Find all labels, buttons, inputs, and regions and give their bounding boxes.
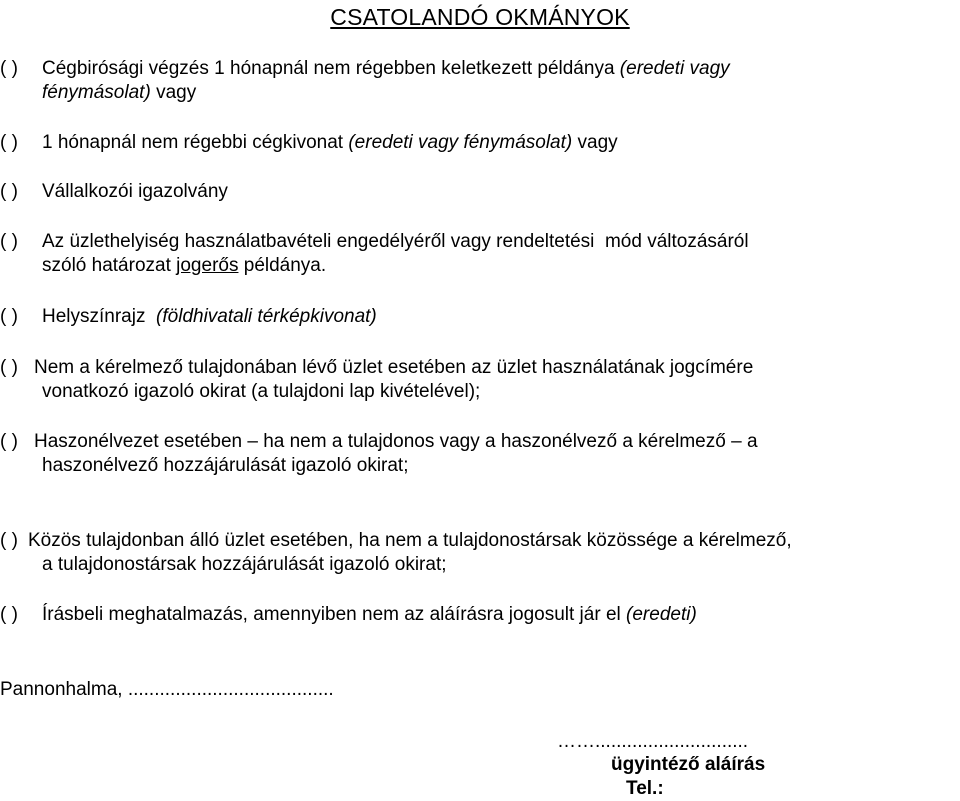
list-item-co-ownership	[0, 529, 958, 577]
checkbox-site-plan[interactable]: ( )	[0, 306, 18, 327]
co-ownership-cont: a tulajdonostársak hozzájárulását igazoló okirat;	[42, 554, 447, 575]
entrepreneur-id-text: Vállalkozói igazolvány	[42, 181, 228, 202]
court-order-text: Cégbirósági végzés 1 hónapnál nem régebben keletkezett példánya	[42, 58, 615, 79]
signature-label: ügyintéző aláírás	[611, 754, 766, 775]
company-extract-note: (eredeti vagy fénymásolat)	[348, 132, 573, 153]
usage-permit-final: jogerős	[176, 255, 239, 276]
usage-permit-tail: példánya.	[243, 255, 327, 276]
co-ownership-text: Közös tulajdonban álló üzlet esetében, ha nem a tulajdonostársak közössége a kérelmező,	[28, 530, 792, 551]
title-deed-cont: vonatkozó igazoló okirat (a tulajdoni lap kivételével);	[42, 381, 481, 402]
power-of-attorney-note: (eredeti)	[626, 604, 697, 625]
list-item-usage-permit	[0, 230, 958, 278]
checkbox-power-of-attorney[interactable]: ( )	[0, 604, 18, 625]
list-item-power-of-attorney	[0, 603, 958, 627]
checkbox-entrepreneur-id[interactable]: ( )	[0, 181, 18, 202]
checkbox-title-deed[interactable]: ( )	[0, 357, 18, 378]
place-date-line: Pannonhalma, .......................................	[0, 679, 334, 700]
list-item-court-order	[0, 57, 958, 105]
phone-label: Tel.:	[626, 778, 664, 799]
title-deed-text: Nem a kérelmező tulajdonában lévő üzlet esetében az üzlet használatának jogcímére	[34, 357, 754, 378]
checkbox-co-ownership[interactable]: ( )	[0, 530, 18, 551]
checkbox-usage-permit[interactable]: ( )	[0, 231, 18, 252]
company-extract-tail: vagy	[577, 132, 618, 153]
list-item-usufruct	[0, 430, 958, 478]
usufruct-cont: haszonélvező hozzájárulását igazoló okirat;	[42, 455, 409, 476]
site-plan-note: (földhivatali térképkivonat)	[156, 306, 377, 327]
signature-dots: …….............................	[557, 731, 749, 752]
page-title: CSATOLANDÓ OKMÁNYOK	[330, 4, 630, 30]
site-plan-text: Helyszínrajz	[42, 306, 146, 327]
court-order-note: (eredeti vagy	[619, 58, 730, 79]
usage-permit-cont: szóló határozat	[42, 255, 171, 276]
list-item-company-extract	[0, 131, 958, 155]
court-order-note-cont: fénymásolat)	[42, 82, 151, 103]
list-item-title-deed	[0, 356, 958, 404]
usage-permit-text: Az üzlethelyiség használatbavételi engedélyéről vagy rendeltetési mód változásáról	[42, 231, 749, 252]
usufruct-text: Haszonélvezet esetében – ha nem a tulajdonos vagy a haszonélvező a kérelmező – a	[34, 431, 758, 452]
checkbox-usufruct[interactable]: ( )	[0, 431, 18, 452]
power-of-attorney-text: Írásbeli meghatalmazás, amennyiben nem az aláírásra jogosult jár el	[42, 604, 621, 625]
list-item-site-plan	[0, 305, 958, 329]
checkbox-court-order[interactable]: ( )	[0, 58, 18, 79]
checkbox-company-extract[interactable]: ( )	[0, 132, 18, 153]
court-order-tail: vagy	[156, 82, 197, 103]
list-item-entrepreneur-id	[0, 180, 958, 204]
company-extract-text: 1 hónapnál nem régebbi cégkivonat	[42, 132, 344, 153]
